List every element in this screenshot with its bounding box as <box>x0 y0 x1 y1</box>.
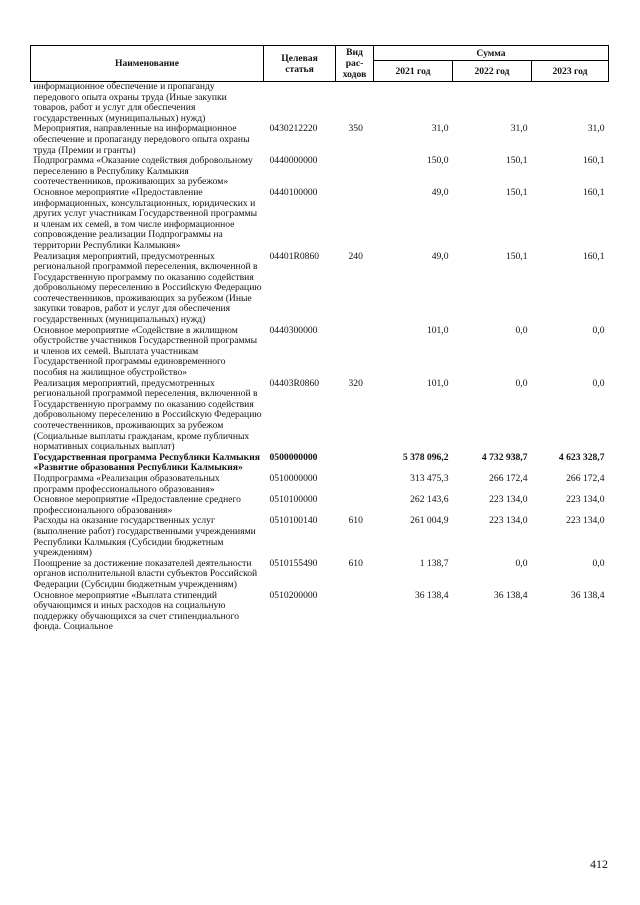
table-row <box>31 559 609 591</box>
row-name: Основное мероприятие «Предоставление среднего профессионального образования» <box>33 494 241 516</box>
row-vid: 320 <box>348 377 363 389</box>
row-vid <box>336 326 374 379</box>
row-sum-2023: 0,0 <box>592 557 605 569</box>
header-name: Наименование <box>31 46 264 82</box>
row-sum-2022: 0,0 <box>515 377 528 389</box>
row-code: 0510200000 <box>269 589 318 601</box>
row-sum-2021: 262 143,6 <box>410 494 449 506</box>
row-sum-2022: 223 134,0 <box>489 494 528 506</box>
row-sum-2021: 1 138,7 <box>419 557 449 569</box>
row-sum-2022: 4 732 938,7 <box>481 451 528 463</box>
table-row <box>31 495 609 516</box>
header-vid: Вид рас-ходов <box>336 46 374 82</box>
row-code: 0510100140 <box>269 515 318 527</box>
table-row <box>31 326 609 379</box>
table-row <box>31 188 609 252</box>
row-vid <box>336 82 374 125</box>
row-sum-2023: 223 134,0 <box>566 494 605 506</box>
row-sum-2021: 150,0 <box>426 155 449 167</box>
row-sum-2023: 160,1 <box>582 186 605 198</box>
table-header <box>31 46 609 82</box>
row-vid: 240 <box>348 250 363 262</box>
row-sum-2023: 31,0 <box>587 123 605 135</box>
row-vid <box>336 474 374 495</box>
row-vid <box>336 495 374 516</box>
page-number: 412 <box>590 857 608 871</box>
row-name: Реализация мероприятий, предусмотренных региональной программой переселения, включенной в Государственную программу по оказанию содействия добровольному переселению в Российскую Федерацию соотечественников, проживающих за рубежом (Иные закупки товаров, работ и услуг для обеспечения государственных (муниципальных) нужд) <box>33 250 262 326</box>
row-sum-2022: 150,1 <box>505 250 528 262</box>
row-name: Поощрение за достижение показателей деятельности органов исполнительной власти субъектов Российской Федерации (Субсидии бюджетным учреждениям) <box>33 557 258 590</box>
row-sum-2021: 49,0 <box>431 186 449 198</box>
row-name: Мероприятия, направленные на информационное обеспечение и пропаганду передового опыта охраны труда (Премии и гранты) <box>33 123 250 156</box>
header-sum: Сумма <box>374 46 609 61</box>
table-row <box>31 82 609 125</box>
row-name: Реализация мероприятий, предусмотренных региональной программой переселения, включенной в Государственную программу по оказанию содействия добровольному переселению в Российскую Федерацию соотечественников, проживающих за рубежом (Социальные выплаты гражданам, кроме публичных нормативных социальных выплат) <box>33 377 262 453</box>
row-sum-2021: 31,0 <box>431 123 449 135</box>
table-row <box>31 124 609 156</box>
budget-table-page <box>30 45 608 633</box>
table-row <box>31 252 609 326</box>
row-sum-2022: 0,0 <box>515 324 528 336</box>
table-row <box>31 474 609 495</box>
row-code <box>264 82 336 125</box>
row-sum-2022: 266 172,4 <box>489 472 528 484</box>
budget-table <box>30 45 609 633</box>
row-sum-2021: 313 475,3 <box>410 472 449 484</box>
row-vid: 610 <box>348 557 363 569</box>
row-code: 04403R0860 <box>269 377 320 389</box>
row-sum-2023 <box>532 82 609 125</box>
row-name: Основное мероприятие «Содействие в жилищном обустройстве участников Государственной программы и членов их семей. Выплата участникам Государственной программы единовременного пособия на жилищное обустройство» <box>33 324 258 379</box>
row-vid: 350 <box>348 123 363 135</box>
header-year-2022: 2022 год <box>453 61 532 82</box>
row-name: Основное мероприятие «Выплата стипендий обучающимся и иных расходов на социальную поддержку обучающихся за счет стипендиального фонда. Социальное <box>33 589 240 633</box>
header-code: Целевая статья <box>264 46 336 82</box>
row-sum-2021: 101,0 <box>426 377 449 389</box>
row-sum-2021: 5 378 096,2 <box>402 451 449 463</box>
row-sum-2022: 0,0 <box>515 557 528 569</box>
header-year-2023: 2023 год <box>532 61 609 82</box>
row-sum-2023: 4 623 328,7 <box>558 451 605 463</box>
row-sum-2021: 36 138,4 <box>414 589 449 601</box>
row-vid <box>336 453 374 474</box>
row-name: Государственная программа Республики Калмыкия «Развитие образования Республики Калмыкия» <box>33 451 260 474</box>
row-sum-2023: 0,0 <box>592 377 605 389</box>
header-year-2021: 2021 год <box>374 61 453 82</box>
row-sum-2021: 101,0 <box>426 324 449 336</box>
row-sum-2022: 150,1 <box>505 186 528 198</box>
row-sum-2023: 36 138,4 <box>570 589 605 601</box>
row-code: 0500000000 <box>269 451 318 463</box>
row-code: 0510155490 <box>269 557 318 569</box>
row-sum-2022: 223 134,0 <box>489 515 528 527</box>
row-sum-2023: 0,0 <box>592 324 605 336</box>
row-sum-2022 <box>453 82 532 125</box>
row-sum-2022: 150,1 <box>505 155 528 167</box>
row-sum-2021: 49,0 <box>431 250 449 262</box>
table-row <box>31 453 609 474</box>
row-vid <box>336 188 374 252</box>
row-sum-2023: 223 134,0 <box>566 515 605 527</box>
row-code: 0440300000 <box>269 324 318 336</box>
row-sum-2023: 160,1 <box>582 250 605 262</box>
row-sum-2023: 160,1 <box>582 155 605 167</box>
row-vid <box>336 156 374 188</box>
row-code: 0440000000 <box>269 155 318 167</box>
row-code: 0440100000 <box>269 186 318 198</box>
row-code: 04401R0860 <box>269 250 320 262</box>
row-sum-2023: 266 172,4 <box>566 472 605 484</box>
table-row <box>31 516 609 558</box>
row-sum-2022: 36 138,4 <box>493 589 528 601</box>
table-row <box>31 156 609 188</box>
table-body <box>31 82 609 633</box>
row-name: Расходы на оказание государственных услуг (выполнение работ) государственными учреждениями Республики Калмыкия (Субсидии бюджетным учреждениям) <box>33 515 256 559</box>
row-code: 0430212220 <box>269 123 318 135</box>
row-name: информационное обеспечение и пропаганду передового опыта охраны труда (Иные закупки товаров, работ и услуг для обеспечения государственных (муниципальных) нужд) <box>33 81 227 124</box>
row-sum-2021: 261 004,9 <box>410 515 449 527</box>
row-vid <box>336 591 374 633</box>
table-row <box>31 379 609 453</box>
row-code: 0510100000 <box>269 494 318 506</box>
row-code: 0510000000 <box>269 472 318 484</box>
row-name: Подпрограмма «Реализация образовательных программ профессионального образования» <box>33 472 220 495</box>
row-vid: 610 <box>348 515 363 527</box>
table-row <box>31 591 609 633</box>
row-sum-2021 <box>374 82 453 125</box>
row-sum-2022: 31,0 <box>510 123 528 135</box>
row-name: Основное мероприятие «Предоставление информационных, консультационных, юридических и других услуг участникам Государственной программы и членам их семей, в том числе информационное сопровождение реализации Подпрограммы на территории Республики Калмыкия» <box>33 186 258 251</box>
row-name: Подпрограмма «Оказание содействия добровольному переселению в Республику Калмыкия соотечественников, проживающих за рубежом» <box>33 155 253 188</box>
